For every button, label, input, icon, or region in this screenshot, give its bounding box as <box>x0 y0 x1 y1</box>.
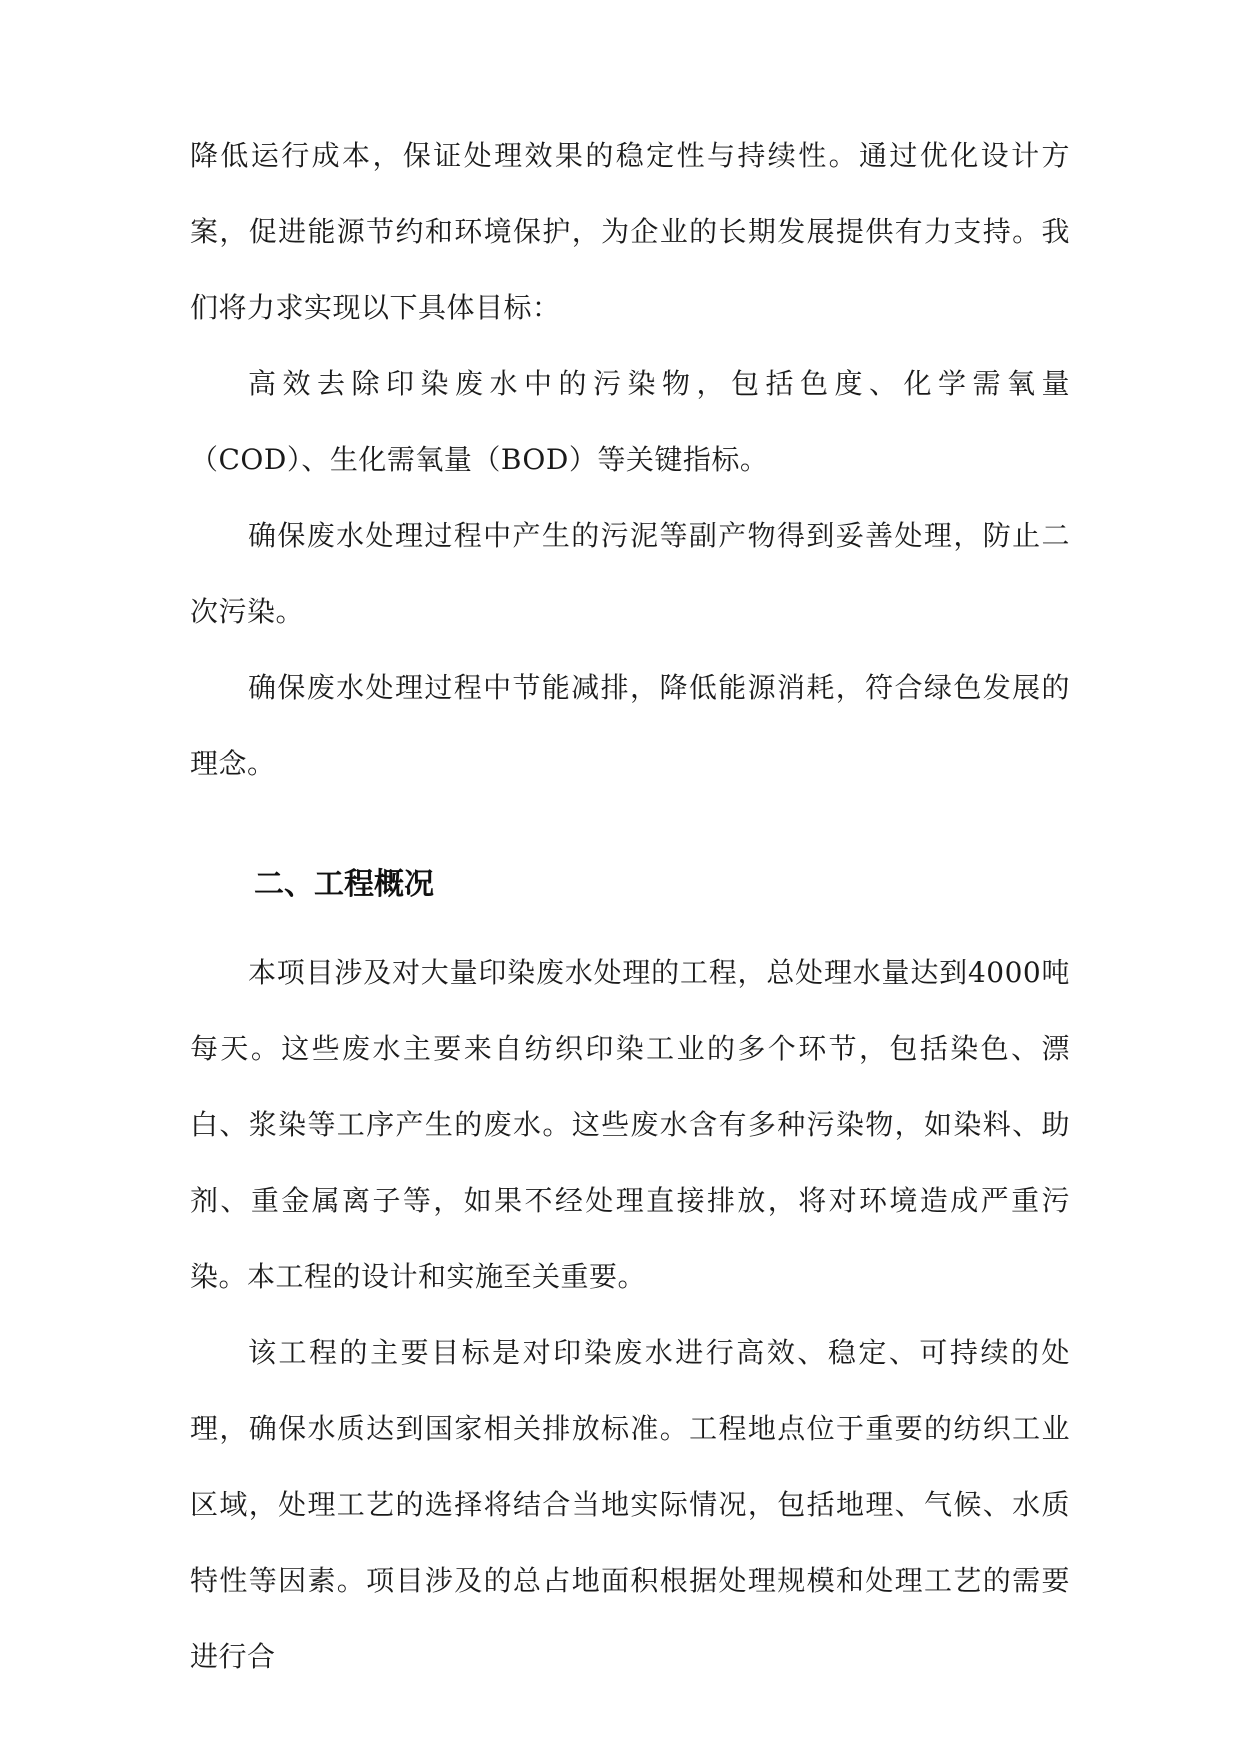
paragraph-project-scope: 本项目涉及对大量印染废水处理的工程，总处理水量达到4000吨每天。这些废水主要来自纺织印染工业的多个环节，包括染色、漂白、浆染等工序产生的废水。这些废水含有多种污染物，如染料、助剂、重金属离子等，如果不经处理直接排放，将对环境造成严重污染。本工程的设计和实施至关重要。 <box>190 956 1070 1293</box>
paragraph-goal-sludge: 确保废水处理过程中产生的污泥等副产物得到妥善处理，防止二次污染。 <box>190 519 1070 628</box>
paragraph-goals-intro: 降低运行成本，保证处理效果的稳定性与持续性。通过优化设计方案，促进能源节约和环境保护，为企业的长期发展提供有力支持。我们将力求实现以下具体目标： <box>190 139 1070 324</box>
paragraph-project-goal: 该工程的主要目标是对印染废水进行高效、稳定、可持续的处理，确保水质达到国家相关排放标准。工程地点位于重要的纺织工业区域，处理工艺的选择将结合当地实际情况，包括地理、气候、水质特性等因素。项目涉及的总占地面积根据处理规模和处理工艺的需要进行合 <box>190 1336 1070 1673</box>
paragraph-goal-energy: 确保废水处理过程中节能减排，降低能源消耗，符合绿色发展的理念。 <box>190 671 1070 780</box>
section-heading: 二、工程概况 <box>254 867 434 902</box>
paragraph-goal-pollutants: 高效去除印染废水中的污染物，包括色度、化学需氧量（COD）、生化需氧量（BOD）等关键指标。 <box>190 367 1070 476</box>
